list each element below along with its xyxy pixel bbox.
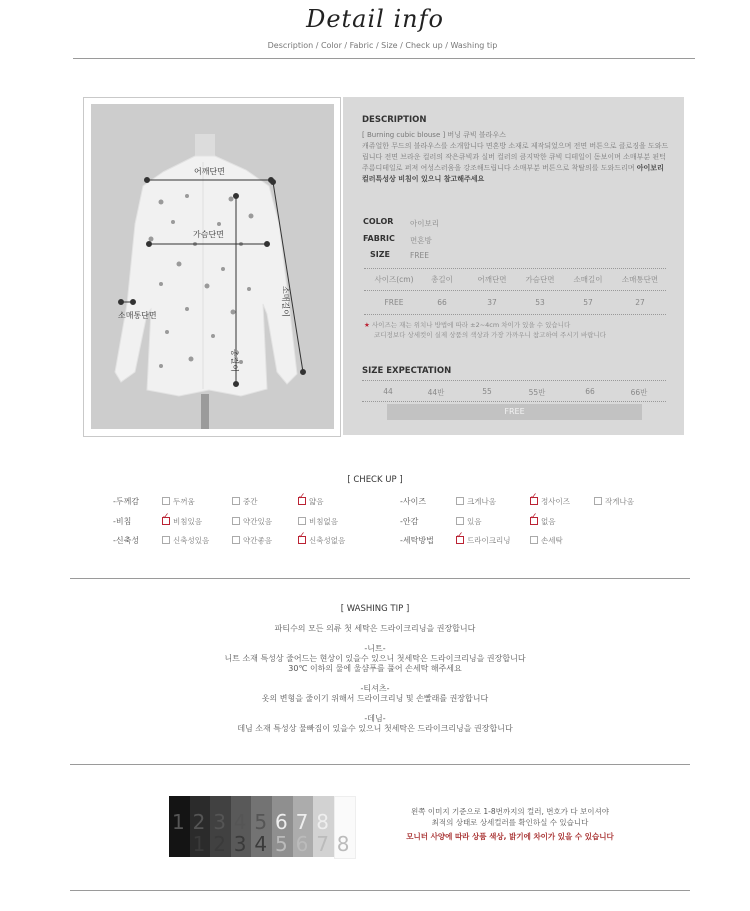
checkup-option-label: 드라이크리닝 <box>467 536 511 545</box>
checkup-option <box>162 535 209 546</box>
calibration-warning: 모니터 사양에 따라 상품 색상, 밝기에 차이가 있을 수 있습니다 <box>406 832 614 841</box>
checked-box-icon <box>162 512 170 525</box>
checkup-option-label: 비침있음 <box>173 517 202 526</box>
calibration-number: 7 <box>316 832 329 856</box>
checkup-row-label: -세탁방법 <box>400 536 434 545</box>
checkup-option-label: 비침없음 <box>309 517 338 526</box>
calibration-number: 1 <box>172 810 185 834</box>
chest-label: 가슴단면 <box>193 230 224 239</box>
shoulder-label: 어깨단면 <box>194 167 225 176</box>
checkup-option-label: 손세탁 <box>541 536 563 545</box>
checkup-title: [ CHECK UP ] <box>347 475 403 485</box>
calibration-number: 5 <box>275 832 288 856</box>
product-photo <box>91 104 334 429</box>
checked-box-icon <box>530 512 538 525</box>
size-table-bottom-rule <box>364 314 666 315</box>
checkbox-icon <box>232 536 240 544</box>
checkup-divider <box>70 578 690 579</box>
checkbox-icon <box>594 497 602 505</box>
calibration-line1: 왼쪽 이미지 기준으로 1-8번까지의 컬러, 번호가 다 보이셔야 <box>411 807 609 816</box>
checkup-option-label: 작게나옴 <box>605 497 634 506</box>
description-emphasis: 아이보리 컬러특성상 비침이 있으니 참고해주세요 <box>362 164 664 183</box>
sleeve-length-label: 소매길이 <box>280 286 290 317</box>
description-body: 캐쥬얼한 무드의 블라우스를 소개합니다 면혼방 소재로 제작되었으며 전면 버튼으로 클로징을 도와드립니다 전면 브라운 컬러의 작은큐빅과 실버 컬러의 큼지막한 큐빅 디테일이 돋보이며 소매부분 핀턱주름디테일로 퍼져 여성스러움을 강조해드립니다 소매부분 버튼으로 착탈의를 도와드리며 <box>362 142 669 172</box>
calibration-number: 8 <box>336 832 350 856</box>
size-table-mid-rule <box>364 290 666 291</box>
size-table-cell: 57 <box>583 298 593 307</box>
checkup-row-label: -안감 <box>400 517 419 526</box>
checkup-row-label: -두께감 <box>113 497 140 506</box>
checkup-option <box>530 512 556 527</box>
size-scale-label: 44 <box>383 387 393 396</box>
size-table-header-cell: 소매길이 <box>573 275 603 284</box>
calibration-number: 1 <box>192 832 206 856</box>
size-scale-label: 66 <box>585 387 595 396</box>
size-table-header <box>364 274 666 286</box>
size-table-cell: FREE <box>384 298 404 307</box>
calibration-number: 3 <box>213 810 226 834</box>
size-value: FREE <box>410 251 430 260</box>
total-length-label: 총길이 <box>230 348 240 373</box>
checkup-option <box>530 492 570 507</box>
checkup-option <box>232 535 272 546</box>
checkup-option <box>232 516 272 527</box>
size-table-header-cell: 가슴단면 <box>525 275 555 284</box>
size-expectation-rule-2 <box>362 401 666 402</box>
calibration-number: 4 <box>254 832 268 856</box>
fabric-label: FABRIC <box>363 234 395 243</box>
size-scale-label: 44반 <box>427 388 445 397</box>
checkmark-icon: ✓ <box>530 512 538 522</box>
fabric-value: 면혼방 <box>410 236 432 245</box>
size-table-header-cell: 총길이 <box>431 275 453 284</box>
checkbox-icon <box>298 517 306 525</box>
checkup-option-label: 신축성있음 <box>173 536 210 545</box>
checkup-option-label: 있음 <box>467 517 482 526</box>
size-table-row <box>364 298 666 310</box>
calibration-number: 2 <box>213 832 226 856</box>
checkup-row-label: -사이즈 <box>400 497 427 506</box>
washing-tshirt-line: 옷의 변형을 줄이기 위해서 드라이크리닝 및 손빨래를 권장합니다 <box>261 694 489 703</box>
washing-denim-line: 데님 소재 특성상 물빠짐이 있을수 있으니 첫세탁은 드라이크리닝을 권장합니다 <box>237 724 513 733</box>
description-heading: DESCRIPTION <box>362 115 427 125</box>
size-note-line2: 코디정보다 상세컷이 실제 상품의 색상과 가장 가까우니 참고하여 주시기 바랍니다 <box>374 330 607 339</box>
checkup-option-label: 얇음 <box>309 497 324 506</box>
checkmark-icon: ✓ <box>456 531 464 541</box>
size-expectation-scale <box>362 387 666 399</box>
checkbox-icon <box>232 517 240 525</box>
checkup-option-label: 두꺼움 <box>173 497 195 506</box>
size-note-line1: 사이즈는 재는 위치나 방법에 따라 ±2~4cm 차이가 있을 수 있습니다 <box>371 321 571 329</box>
checkup-option-label: 크게나옴 <box>467 497 496 506</box>
size-fit-bar: FREE <box>387 404 642 420</box>
checkup-option-label: 약간좋음 <box>243 536 272 545</box>
checkup-option <box>456 496 496 507</box>
washing-title: [ WASHING TIP ] <box>340 604 410 614</box>
size-table-header-cell: 소매통단면 <box>621 275 659 284</box>
checkup-option <box>456 516 482 527</box>
checkup-option <box>298 492 324 507</box>
size-table-cell: 27 <box>635 298 645 307</box>
header-divider <box>73 58 695 59</box>
checkbox-icon <box>456 517 464 525</box>
checkbox-icon <box>162 536 170 544</box>
checkup-option <box>298 531 346 546</box>
size-scale-label: 66반 <box>630 388 648 397</box>
calibration-number: 2 <box>192 810 206 834</box>
size-note <box>364 321 674 340</box>
size-table-header-cell: 사이즈(cm) <box>374 275 414 284</box>
checkup-option-label: 신축성없음 <box>309 536 346 545</box>
footer-divider <box>70 890 690 891</box>
calibration-number: 8 <box>316 810 329 834</box>
checkup-option <box>456 531 511 546</box>
size-expectation-heading: SIZE EXPECTATION <box>362 366 452 376</box>
checkup-row-label: -비침 <box>113 517 132 526</box>
calibration-line2: 최적의 상태로 상세컬러를 확인하실 수 있습니다 <box>431 818 589 827</box>
cuff-label: 소매통단면 <box>118 311 157 320</box>
checkbox-icon <box>162 497 170 505</box>
size-table-top-rule <box>364 268 666 269</box>
calibration-number: 6 <box>295 832 309 856</box>
description-text <box>362 130 672 185</box>
checkup-option <box>162 512 202 527</box>
size-expectation-rule <box>362 380 666 381</box>
washing-knit-title: -니트- <box>364 644 386 653</box>
washing-denim-title: -데님- <box>364 714 386 723</box>
checkup-option <box>594 496 634 507</box>
size-table-cell: 53 <box>535 298 545 307</box>
checkup-option <box>530 535 563 546</box>
checkup-option <box>162 496 195 507</box>
calibration-number: 4 <box>233 810 247 834</box>
checkup-option <box>232 496 258 507</box>
checkup-option-label: 없음 <box>541 517 556 526</box>
size-table-cell: 66 <box>437 298 447 307</box>
section-nav: Description / Color / Fabric / Size / Check up / Washing tip <box>267 41 498 50</box>
size-scale-label: 55반 <box>528 388 546 397</box>
checkup-option-label: 중간 <box>243 497 258 506</box>
checkmark-icon: ✓ <box>162 512 170 522</box>
size-scale-label: 55 <box>482 387 492 396</box>
checkbox-icon <box>232 497 240 505</box>
calibration-number: 6 <box>275 810 288 834</box>
washing-tshirt-title: -티셔츠- <box>360 684 390 693</box>
calibration-number: 7 <box>295 810 309 834</box>
calibration-number: 3 <box>233 832 247 856</box>
color-value: 아이보리 <box>410 219 439 228</box>
checked-box-icon <box>530 492 538 505</box>
checkup-option <box>298 516 338 527</box>
description-line1: [ Burning cubic blouse ] 버닝 큐빅 블라우스 <box>362 131 506 139</box>
page-title: Detail info <box>306 5 444 33</box>
checked-box-icon <box>456 531 464 544</box>
color-label: COLOR <box>363 217 394 226</box>
checked-box-icon <box>298 531 306 544</box>
checkbox-icon <box>456 497 464 505</box>
checked-box-icon <box>298 492 306 505</box>
size-label: SIZE <box>370 250 391 259</box>
blouse-illustration <box>91 104 334 429</box>
checkmark-icon: ✓ <box>298 492 306 502</box>
calibration-number: 5 <box>254 810 268 834</box>
checkbox-icon <box>530 536 538 544</box>
checkup-option-label: 약간있음 <box>243 517 272 526</box>
checkup-row-label: -신축성 <box>113 536 140 545</box>
washing-intro: 파티수의 모든 의류 첫 세탁은 드라이크리닝을 권장합니다 <box>274 624 476 633</box>
checkmark-icon: ✓ <box>530 492 538 502</box>
size-table-cell: 37 <box>487 298 497 307</box>
checkmark-icon: ✓ <box>298 531 306 541</box>
note-star-icon: ★ <box>364 321 372 329</box>
washing-knit-line2: 30℃ 이하의 물에 울샴푸를 풀어 손세탁 해주세요 <box>288 664 462 673</box>
checkup-option-label: 정사이즈 <box>541 497 570 506</box>
washing-divider <box>70 764 690 765</box>
size-table-header-cell: 어깨단면 <box>477 275 507 284</box>
washing-knit-line1: 니트 소재 특성상 줄어드는 현상이 있을수 있으니 첫세탁은 드라이크리닝을 권장합니다 <box>224 654 526 663</box>
